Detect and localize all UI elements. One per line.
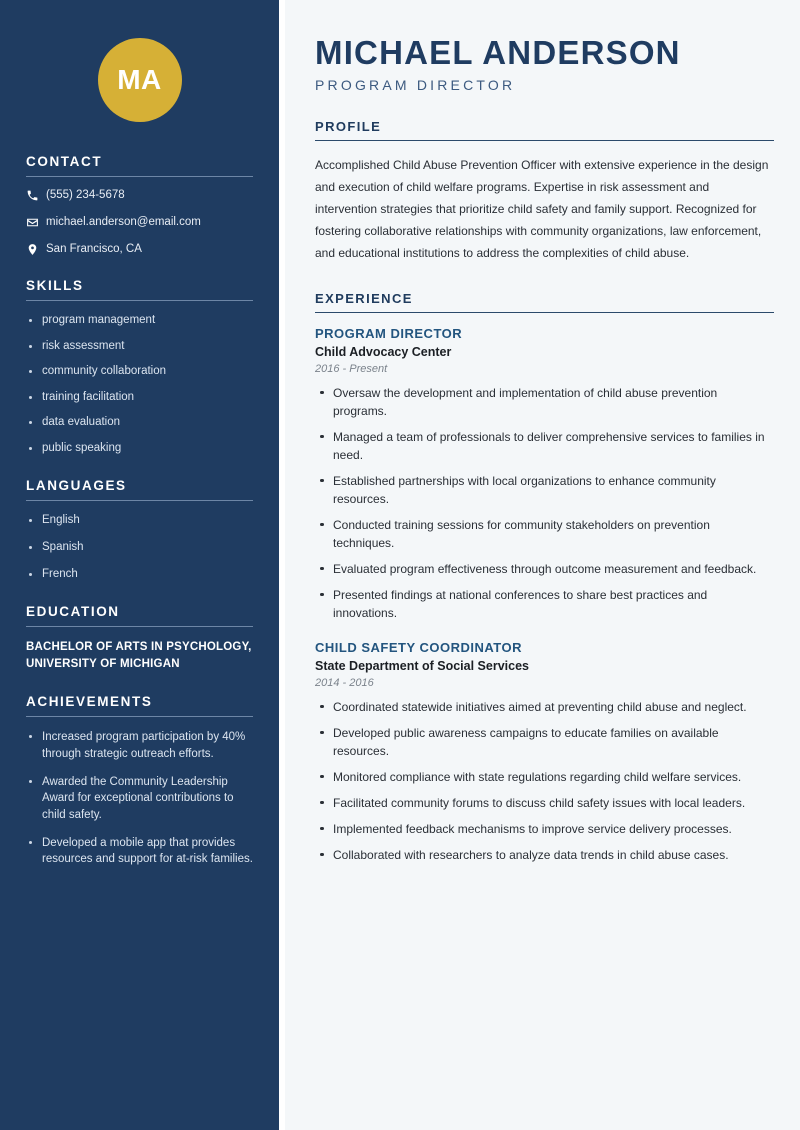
- contact-item-phone[interactable]: [26, 189, 253, 203]
- phone-value: (555) 234-5678: [46, 189, 125, 201]
- phone-icon: [26, 189, 46, 202]
- list-item: English: [26, 513, 253, 529]
- experience-role: CHILD SAFETY COORDINATOR: [315, 639, 523, 655]
- main-content: [285, 0, 800, 1130]
- skills-list: [26, 313, 253, 456]
- languages-divider: [26, 500, 253, 501]
- list-item: Implemented feedback mechanisms to improve service delivery processes.: [315, 820, 774, 838]
- experience-heading: EXPERIENCE: [315, 290, 413, 306]
- education-entry: BACHELOR OF ARTS IN PSYCHOLOGY, UNIVERSITY OF MICHIGAN: [26, 641, 252, 670]
- languages-list: [26, 513, 253, 582]
- achievements-divider: [26, 716, 253, 717]
- experience-role: PROGRAM DIRECTOR: [315, 325, 463, 341]
- achievements-heading: ACHIEVEMENTS: [26, 694, 153, 710]
- list-item: French: [26, 567, 253, 583]
- list-item: Monitored compliance with state regulations regarding child welfare services.: [315, 768, 774, 786]
- experience-company: Child Advocacy Center: [315, 344, 452, 359]
- list-item: risk assessment: [26, 339, 253, 355]
- list-item: Oversaw the development and implementation of child abuse prevention programs.: [315, 384, 774, 420]
- list-item: community collaboration: [26, 364, 253, 380]
- sidebar: [0, 0, 279, 1130]
- list-item: Developed a mobile app that provides resources and support for at-risk families.: [26, 835, 253, 868]
- skills-section: [0, 278, 279, 456]
- profile-divider: [315, 140, 774, 141]
- contact-divider: [26, 176, 253, 177]
- achievements-list: [26, 729, 253, 868]
- experience-company: State Department of Social Services: [315, 658, 529, 673]
- contact-item-email[interactable]: [26, 216, 253, 230]
- achievements-section: [0, 694, 279, 868]
- list-item: Coordinated statewide initiatives aimed at preventing child abuse and neglect.: [315, 698, 774, 716]
- avatar: MA: [98, 38, 182, 122]
- contact-section: [0, 154, 279, 256]
- profile-heading: PROFILE: [315, 118, 382, 134]
- list-item: Managed a team of professionals to deliver comprehensive services to families in need.: [315, 428, 774, 464]
- list-item: Presented findings at national conferences to share best practices and innovations.: [315, 586, 774, 622]
- skills-heading: SKILLS: [26, 278, 84, 294]
- avatar-container: [0, 0, 279, 132]
- experience-section: [315, 291, 774, 864]
- profile-section: [315, 119, 774, 265]
- experience-entry: [315, 326, 774, 622]
- list-item: public speaking: [26, 441, 253, 457]
- languages-section: [0, 478, 279, 582]
- map-pin-icon: [26, 243, 46, 256]
- experience-entry: [315, 640, 774, 864]
- envelope-icon: [26, 216, 46, 229]
- list-item: Evaluated program effectiveness through outcome measurement and feedback.: [315, 560, 774, 578]
- list-item: Increased program participation by 40% through strategic outreach efforts.: [26, 729, 253, 762]
- location-value: San Francisco, CA: [46, 242, 142, 255]
- experience-bullets: [315, 384, 774, 622]
- headline-role: PROGRAM DIRECTOR: [315, 76, 516, 93]
- experience-bullets: [315, 698, 774, 864]
- page-title: MICHAEL ANDERSON: [315, 34, 681, 71]
- experience-dates: 2014 - 2016: [315, 676, 374, 689]
- skills-divider: [26, 300, 253, 301]
- list-item: Facilitated community forums to discuss child safety issues with local leaders.: [315, 794, 774, 812]
- experience-dates: 2016 - Present: [315, 362, 388, 375]
- list-item: Spanish: [26, 540, 253, 556]
- list-item: Developed public awareness campaigns to educate families on available resources.: [315, 724, 774, 760]
- list-item: training facilitation: [26, 390, 253, 406]
- education-section: [0, 604, 279, 672]
- list-item: Awarded the Community Leadership Award for exceptional contributions to child safety.: [26, 774, 253, 824]
- experience-divider: [315, 312, 774, 313]
- education-divider: [26, 626, 253, 627]
- education-heading: EDUCATION: [26, 604, 120, 620]
- email-value: michael.anderson@email.com: [46, 215, 201, 228]
- contact-item-location[interactable]: [26, 243, 253, 257]
- list-item: Established partnerships with local organizations to enhance community resources.: [315, 472, 774, 508]
- list-item: Collaborated with researchers to analyze data trends in child abuse cases.: [315, 846, 774, 864]
- languages-heading: LANGUAGES: [26, 478, 127, 494]
- list-item: program management: [26, 313, 253, 329]
- profile-text: Accomplished Child Abuse Prevention Officer with extensive experience in the design and execution of child welfare programs. Expertise in risk assessment and intervention strategies that prioritize child safety and family support. Recognized for fostering collaborative relationships with community organizations, law enforcement, and educational institutions to address the complexities of child abuse.: [315, 157, 769, 261]
- list-item: Conducted training sessions for community stakeholders on prevention techniques.: [315, 516, 774, 552]
- list-item: data evaluation: [26, 415, 253, 431]
- contact-heading: CONTACT: [26, 154, 103, 169]
